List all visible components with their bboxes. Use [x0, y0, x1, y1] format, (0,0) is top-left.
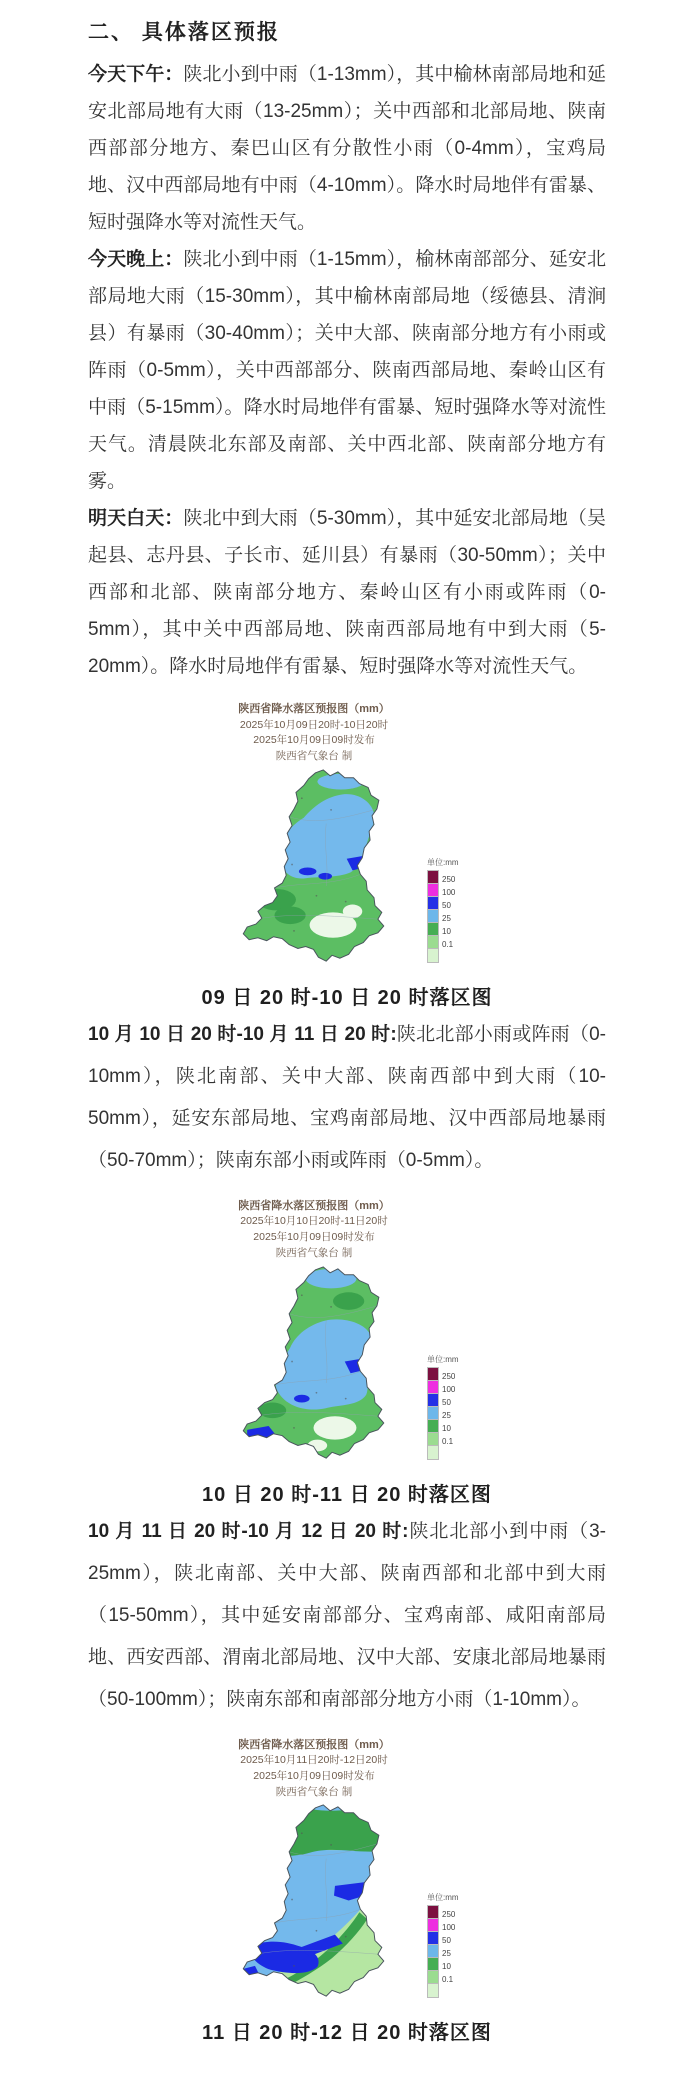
map-header-2 [207, 1198, 421, 1262]
rain-region-heavy [318, 873, 332, 880]
map-caption-3: 11 日 20 时-12 日 20 时落区图 [202, 2022, 492, 2045]
map-period: 2025年10月11日20时-12日20时 [240, 1754, 388, 1766]
legend-label: 0.1 [442, 939, 454, 949]
rain-region-pale [343, 904, 363, 918]
map-issued: 2025年10月09日09时发布 [253, 1769, 375, 1782]
map-producer: 陕西省气象台 制 [275, 750, 353, 762]
legend-label: 0.1 [442, 1436, 454, 1446]
forecast-paragraph-oct11-12 [88, 1511, 606, 1721]
forecast-paragraph-oct10-11 [88, 1014, 606, 1182]
legend-label: 0.1 [442, 1975, 454, 1985]
paragraph-body: 陕北小到中雨（1-15mm），榆林南部部分、延安北部局地大雨（15-30mm），其中榆林南部局地（绥德县、清涧县）有暴雨（30-40mm）；关中大部、陕南部分地方有小雨或阵雨（0-5mm），关中西部部分、陕南西部局地、秦岭山区有中雨（5-15mm）。降水时局地伴有雷暴、短时强降水等对流性天气。清晨陕北东部及南部、关中西北部、陕南部分地方有雾。 [88, 249, 606, 492]
precip-map-figure-1 [207, 701, 487, 967]
legend-unit: 单位:mm [427, 1893, 459, 1903]
paragraph-body: 陕北小到中雨（1-13mm），其中榆林南部局地和延安北部局地有大雨（13-25mm）；关中西部和北部局地、陕南西部部分地方、秦巴山区有分散性小雨（0-4mm），宝鸡局地、汉中西部局地有中雨（4-10mm）。降水时局地伴有雷暴、短时强降水等对流性天气。 [88, 64, 606, 233]
map-title: 陕西省降水落区预报图（mm） [238, 1738, 390, 1751]
legend-label: 10 [442, 1423, 451, 1433]
precip-map-figure-3 [207, 1737, 487, 2003]
legend-label: 25 [442, 913, 451, 923]
legend-label: 250 [442, 1910, 456, 1920]
paragraph-lead: 今天晚上： [88, 249, 184, 270]
shaanxi-precip-map-1 [207, 767, 421, 967]
forecast-paragraph-tomorrow-day [88, 500, 606, 685]
map-period: 2025年10月09日20时-10日20时 [239, 718, 389, 731]
map-header-3 [207, 1737, 421, 1801]
legend-label: 50 [442, 1397, 451, 1407]
paragraph-body: 陕北中到大雨（5-30mm），其中延安北部局地（吴起县、志丹县、子长市、延川县）有暴雨（30-50mm）；关中西部和北部、陕南部分地方、秦岭山区有小雨或阵雨（0-5mm），其中关中西部局地、陕南西部局地有中到大雨（5-20mm）。降水时局地伴有雷暴、短时强降水等对流性天气。 [88, 508, 606, 677]
map-caption-2: 10 日 20 时-11 日 20 时落区图 [202, 1483, 492, 1506]
shaanxi-precip-map-2 [207, 1264, 421, 1464]
paragraph-body: 陕北北部小雨或阵雨（0-10mm），陕北南部、关中大部、陕南西部中到大雨（10-50mm），延安东部局地、宝鸡南部局地、汉中西部局地暴雨（50-70mm）；陕南东部小雨或阵雨（0-5mm）。 [88, 1023, 606, 1171]
legend-label: 100 [442, 1384, 456, 1394]
map-issued: 2025年10月09日09时发布 [253, 734, 375, 747]
legend-swatch [427, 1983, 439, 1998]
map-legend-2 [427, 1354, 459, 1458]
map-period: 2025年10月10日20时-11日20时 [240, 1215, 388, 1228]
paragraph-lead: 明天白天： [88, 508, 184, 529]
map-title: 陕西省降水落区预报图（mm） [238, 1199, 390, 1212]
map-caption-1: 09 日 20 时-10 日 20 时落区图 [201, 986, 493, 1009]
legend-label: 100 [442, 887, 456, 897]
rain-region-heavy [294, 1394, 310, 1402]
map-producer: 陕西省气象台 制 [275, 1785, 353, 1798]
rain-region-heavy [299, 867, 317, 875]
legend-label: 10 [442, 926, 451, 936]
legend-unit: 单位:mm [427, 857, 459, 867]
legend-label: 50 [442, 1936, 451, 1946]
legend-label: 25 [442, 1410, 451, 1420]
legend-swatch [427, 948, 439, 963]
map-header-1 [207, 701, 421, 765]
legend-label: 50 [442, 900, 451, 910]
rain-region-moderate [234, 1802, 395, 1859]
map-producer: 陕西省气象台 制 [275, 1246, 353, 1259]
forecast-paragraph-tonight [88, 241, 606, 500]
paragraph-lead: 今天下午： [88, 64, 184, 85]
legend-label: 250 [442, 874, 456, 884]
map-issued: 2025年10月09日09时发布 [253, 1231, 375, 1243]
precip-map-figure-2 [207, 1198, 487, 1464]
legend-label: 250 [442, 1371, 456, 1381]
rain-region-moderate [259, 1402, 286, 1418]
legend-label: 10 [442, 1962, 451, 1972]
shaanxi-precip-map-3 [207, 1802, 421, 2002]
paragraph-body: 陕北北部小到中雨（3-25mm），陕北南部、关中大部、陕南西部和北部中到大雨（15-50mm），其中延安南部部分、宝鸡南部、咸阳南部局地、西安西部、渭南北部局地、汉中大部、安康北部局地暴雨（50-100mm）；陕南东部和南部部分地方小雨（1-10mm）。 [88, 1520, 606, 1710]
legend-label: 100 [442, 1923, 456, 1933]
legend-unit: 单位:mm [427, 1354, 459, 1364]
rain-region-pale [314, 1416, 357, 1439]
section-title: 二、 具体落区预报 [88, 21, 280, 44]
map-title: 陕西省降水落区预报图（mm） [238, 703, 390, 715]
paragraph-lead: 10 月 11 日 20 时-10 月 12 日 20 时: [88, 1520, 409, 1542]
map-legend-1 [427, 857, 459, 961]
rain-region-moderate [333, 1292, 364, 1310]
forecast-paragraph-today-afternoon [88, 56, 606, 241]
paragraph-lead: 10 月 10 日 20 时-10 月 11 日 20 时: [88, 1023, 397, 1045]
legend-swatch [427, 1445, 439, 1460]
legend-label: 25 [442, 1949, 451, 1959]
map-legend-3 [427, 1892, 459, 1996]
